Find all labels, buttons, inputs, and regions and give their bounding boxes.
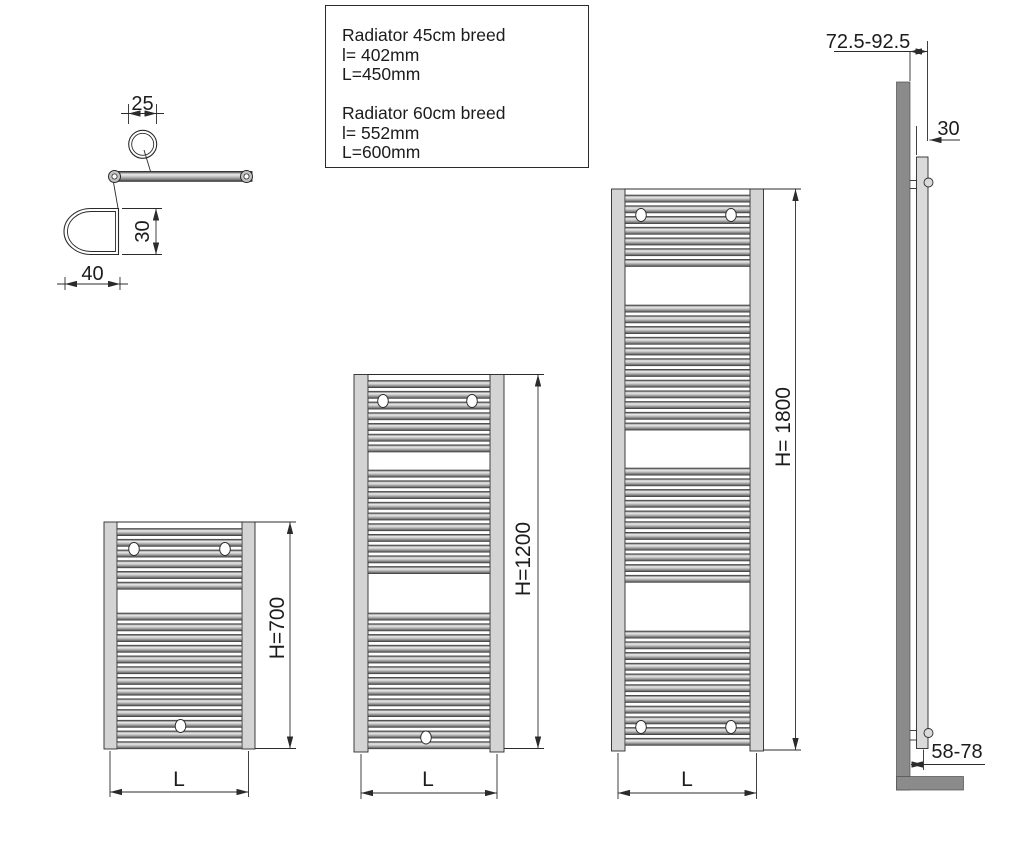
mounting-hole	[378, 395, 389, 408]
tube	[625, 663, 750, 670]
tube	[625, 706, 750, 713]
tube	[625, 554, 750, 561]
tube	[368, 624, 490, 631]
info-line-radiator-60: Radiator 60cm breed	[342, 103, 506, 123]
info-box	[325, 5, 589, 168]
tube	[625, 489, 750, 496]
mounting-hole	[636, 209, 647, 222]
rail-left	[104, 522, 117, 749]
tube	[368, 566, 490, 573]
mounting-hole	[421, 731, 432, 744]
tube	[117, 645, 242, 652]
tube	[625, 522, 750, 529]
tube	[625, 401, 750, 408]
wall-profile	[897, 82, 911, 790]
side-view	[826, 31, 985, 790]
tube	[368, 502, 490, 509]
tube	[117, 709, 242, 716]
tube	[117, 677, 242, 684]
bottom-distance-dimension-label: 58-78	[931, 741, 983, 763]
rail-profile-inner	[67, 212, 115, 252]
tube	[117, 699, 242, 706]
mounting-hole	[220, 543, 231, 556]
tube	[625, 195, 750, 202]
tube	[625, 316, 750, 323]
info-line-L-450: L=450mm	[342, 64, 421, 84]
tube	[625, 380, 750, 387]
rail-depth-dimension-label: 30	[132, 220, 154, 243]
wall-floor-joint	[897, 777, 909, 789]
radiator-front-views	[104, 189, 801, 799]
radiator-side-profile	[917, 157, 929, 749]
tube	[368, 699, 490, 706]
leader-line	[114, 183, 119, 209]
tube	[117, 634, 242, 641]
tube	[368, 434, 490, 441]
rail-right	[750, 189, 764, 751]
height-dimension-label: H=1200	[512, 521, 535, 597]
tube	[117, 613, 242, 620]
mounting-hole	[726, 721, 737, 734]
side-rail-depth-dimension-label: 30	[937, 118, 960, 140]
tube	[625, 305, 750, 312]
wall-distance-dimension-label: 72.5-92.5	[825, 31, 911, 53]
rail-left	[354, 375, 368, 753]
tube	[625, 348, 750, 355]
tube-top-view-bar	[112, 172, 253, 182]
tube	[625, 511, 750, 518]
tube	[368, 709, 490, 716]
bracket-knob	[924, 178, 933, 187]
tube	[368, 556, 490, 563]
tube	[368, 720, 490, 727]
tube	[117, 742, 242, 749]
rail-right	[242, 522, 255, 749]
tube	[625, 238, 750, 245]
tube	[368, 513, 490, 520]
rail-width-dimension-label: 40	[81, 263, 104, 285]
width-dimension-label: L	[173, 768, 185, 791]
rail-profile-outer	[64, 209, 119, 255]
tube	[368, 524, 490, 531]
info-line-l-402: l= 402mm	[342, 44, 420, 65]
tube	[368, 481, 490, 488]
tube	[117, 656, 242, 663]
tube	[368, 677, 490, 684]
tube	[625, 695, 750, 702]
tube	[117, 582, 242, 589]
tube	[368, 634, 490, 641]
tube	[625, 369, 750, 376]
rail-left	[612, 189, 626, 751]
tube	[117, 624, 242, 631]
tube	[368, 413, 490, 420]
tube	[368, 534, 490, 541]
tube	[625, 543, 750, 550]
rail-eyelet-left-hole	[112, 174, 117, 179]
tube	[368, 381, 490, 388]
tube	[117, 571, 242, 578]
tube	[625, 412, 750, 419]
tube	[625, 391, 750, 398]
rail-right	[490, 375, 504, 753]
tube	[625, 631, 750, 638]
info-line-radiator-45: Radiator 45cm breed	[342, 25, 506, 45]
radiator-1	[104, 522, 296, 797]
height-dimension-label: H=700	[266, 596, 289, 660]
width-dimension-label: L	[681, 768, 693, 791]
info-line-spacer	[342, 85, 578, 105]
tube	[625, 575, 750, 582]
tube	[625, 642, 750, 649]
tube	[625, 337, 750, 344]
detail-view	[57, 93, 253, 290]
tube	[625, 479, 750, 486]
tube	[625, 738, 750, 745]
tube	[625, 685, 750, 692]
tube	[117, 667, 242, 674]
tube	[625, 652, 750, 659]
mounting-hole	[636, 721, 647, 734]
height-dimension-label: H= 1800	[772, 387, 795, 467]
tube	[368, 491, 490, 498]
radiator-3	[612, 189, 802, 799]
mounting-hole	[467, 395, 478, 408]
tube	[368, 667, 490, 674]
tube	[625, 500, 750, 507]
mounting-hole	[175, 720, 186, 733]
tube-cross-section-inner	[132, 133, 154, 155]
leader-line	[144, 150, 151, 173]
tube-diameter-dimension-label: 25	[131, 93, 154, 115]
tube	[625, 326, 750, 333]
tube	[368, 656, 490, 663]
tube	[625, 227, 750, 234]
tube	[625, 423, 750, 430]
tube	[117, 529, 242, 536]
info-line-L-600: L=600mm	[342, 142, 421, 162]
tube	[368, 545, 490, 552]
tube	[625, 564, 750, 571]
tube	[625, 249, 750, 256]
tube	[625, 674, 750, 681]
tube	[368, 445, 490, 452]
tube	[368, 423, 490, 430]
tube-cross-section-outer	[129, 130, 157, 158]
mounting-hole	[129, 543, 140, 556]
info-line-l-552: l= 552mm	[342, 122, 420, 143]
tube	[368, 645, 490, 652]
radiator-2	[354, 375, 544, 800]
tube	[625, 359, 750, 366]
rail-eyelet-right-hole	[244, 174, 249, 179]
tube	[625, 259, 750, 266]
tube	[117, 688, 242, 695]
tube	[117, 561, 242, 568]
width-dimension-label: L	[422, 768, 434, 791]
tube	[625, 532, 750, 539]
tube	[368, 613, 490, 620]
tube	[625, 468, 750, 475]
tube	[368, 470, 490, 477]
bracket-knob	[924, 729, 933, 738]
tube	[368, 688, 490, 695]
mounting-hole	[726, 209, 737, 222]
